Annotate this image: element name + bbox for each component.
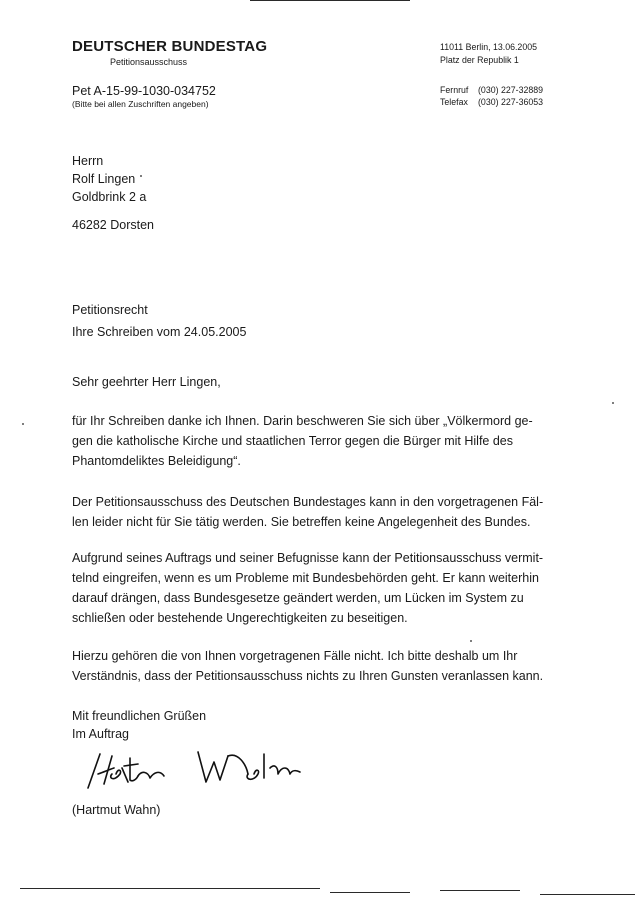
scan-speck bbox=[22, 423, 24, 425]
street-address: Platz der Republik 1 bbox=[440, 55, 519, 65]
paragraph bbox=[72, 646, 572, 686]
organization-name: DEUTSCHER BUNDESTAG bbox=[72, 38, 268, 55]
paragraph-line: schließen oder bestehende Ungerechtigkeiten zu beseitigen. bbox=[72, 611, 408, 625]
fax-line bbox=[440, 97, 543, 107]
phone-line bbox=[440, 85, 543, 95]
paragraph-line: telnd eingreifen, wenn es um Probleme mit Bundesbehörden geht. Er kann weiterhin bbox=[72, 571, 539, 585]
paragraph-line: Phantomdeliktes Beleidigung“. bbox=[72, 454, 241, 468]
scan-edge-line bbox=[330, 892, 410, 893]
scan-edge-line bbox=[440, 890, 520, 891]
subject-line: Petitionsrecht bbox=[72, 303, 148, 317]
recipient-postal-city: 46282 Dorsten bbox=[72, 218, 155, 232]
phone-number: (030) 227-32889 bbox=[478, 85, 544, 95]
paragraph-line: len leider nicht für Sie tätig werden. Sie betreffen keine Angelegenheit des Bundes. bbox=[72, 515, 531, 529]
scan-edge-line bbox=[540, 894, 635, 895]
paragraph-line: Verständnis, dass der Petitionsausschuss nichts zu Ihren Gunsten veranlassen kann. bbox=[72, 669, 544, 683]
phone-label: Fernruf bbox=[440, 85, 469, 95]
paragraph-line: für Ihr Schreiben danke ich Ihnen. Darin beschweren Sie sich über „Völkermord ge- bbox=[72, 414, 533, 428]
reference-number: Pet A-15-99-1030-034752 bbox=[72, 84, 216, 98]
scan-edge-line bbox=[250, 0, 410, 1]
scan-speck bbox=[470, 640, 472, 642]
paragraph-line: Aufgrund seines Auftrags und seiner Befugnisse kann der Petitionsausschuss vermit- bbox=[72, 551, 544, 565]
paragraph bbox=[72, 548, 572, 628]
paragraph bbox=[72, 411, 572, 471]
paragraph bbox=[72, 492, 572, 532]
paragraph-line: darauf drängen, dass Bundesgesetze geändert werden, um Lücken im System zu bbox=[72, 591, 524, 605]
scan-speck bbox=[140, 175, 142, 177]
recipient-title: Herrn bbox=[72, 154, 104, 168]
closing-on-behalf: Im Auftrag bbox=[72, 727, 129, 741]
department-name: Petitionsausschuss bbox=[110, 57, 188, 67]
subject-block bbox=[72, 299, 246, 343]
fax-number: (030) 227-36053 bbox=[478, 97, 544, 107]
subject-reference: Ihre Schreiben vom 24.05.2005 bbox=[72, 325, 247, 339]
reference-note: (Bitte bei allen Zuschriften angeben) bbox=[72, 99, 209, 109]
paragraph-line: Hierzu gehören die von Ihnen vorgetragenen Fälle nicht. Ich bitte deshalb um Ihr bbox=[72, 649, 518, 663]
salutation: Sehr geehrter Herr Lingen, bbox=[72, 375, 221, 389]
recipient-address bbox=[72, 152, 154, 234]
paragraph-line: gen die katholische Kirche und staatlichen Terror gegen die Bürger mit Hilfe des bbox=[72, 434, 513, 448]
closing-greeting: Mit freundlichen Grüßen bbox=[72, 709, 207, 723]
recipient-street: Goldbrink 2 a bbox=[72, 190, 147, 204]
place-date: 11011 Berlin, 13.06.2005 bbox=[440, 42, 538, 52]
closing-block bbox=[72, 707, 206, 743]
fax-label: Telefax bbox=[440, 97, 468, 107]
scan-edge-line bbox=[20, 888, 320, 889]
scan-speck bbox=[612, 402, 614, 404]
recipient-name: Rolf Lingen bbox=[72, 172, 136, 186]
signer-name: (Hartmut Wahn) bbox=[72, 803, 161, 817]
paragraph-line: Der Petitionsausschuss des Deutschen Bundestages kann in den vorgetragenen Fäl- bbox=[72, 495, 544, 509]
handwritten-signature bbox=[78, 744, 308, 794]
